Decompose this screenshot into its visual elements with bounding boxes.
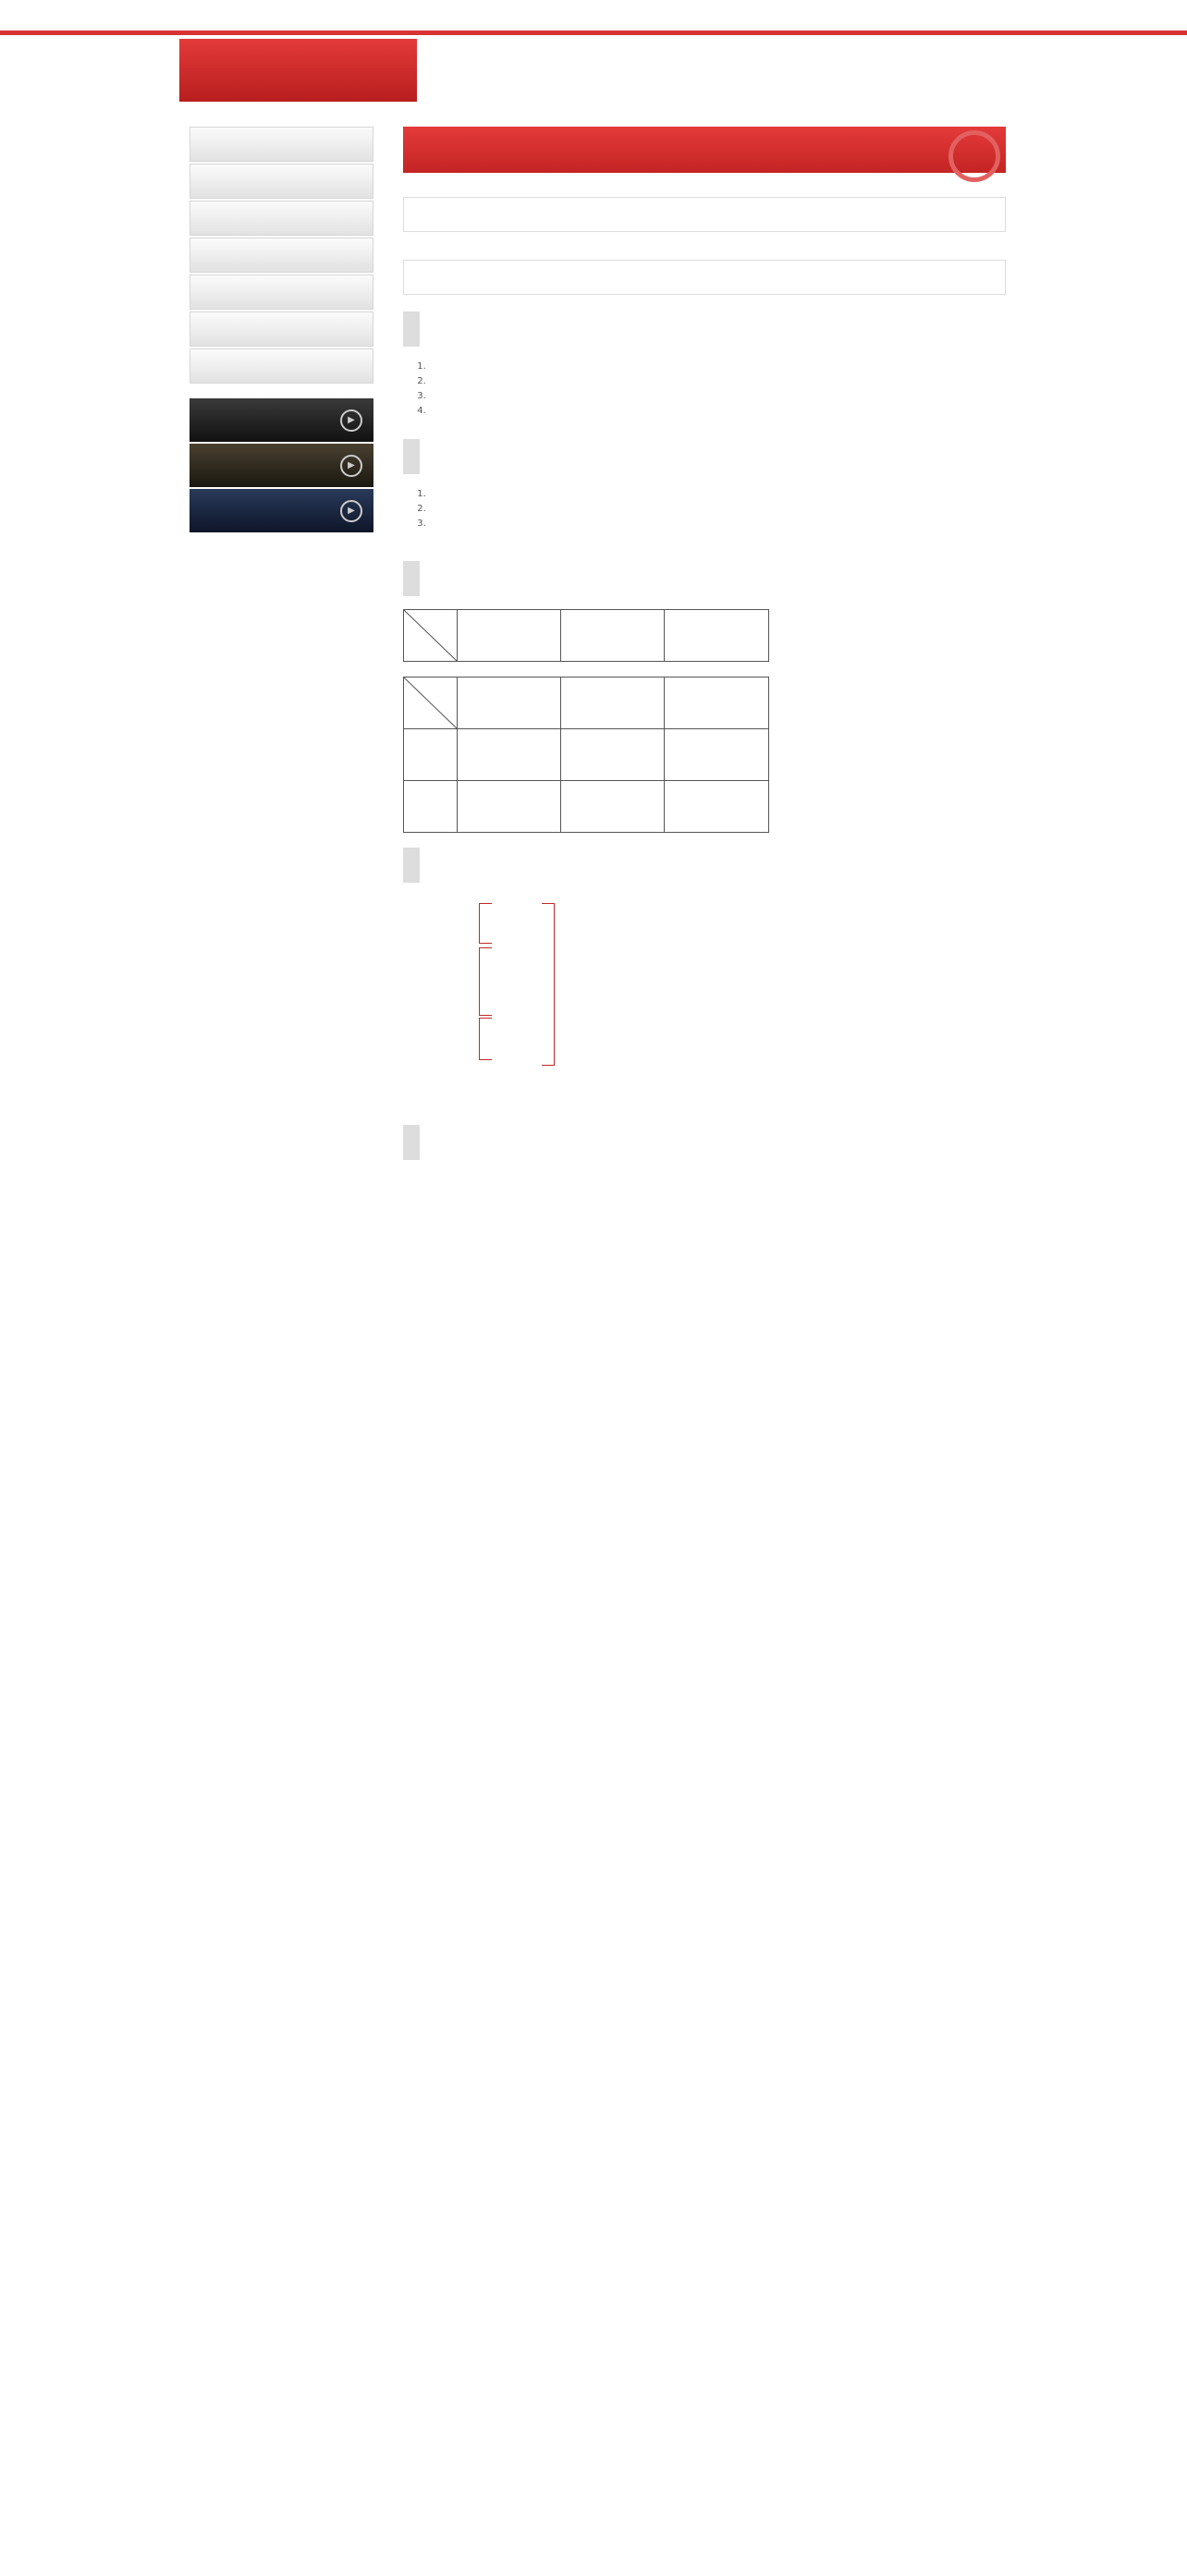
cell-neutral xyxy=(560,781,665,833)
heading-three-rules xyxy=(403,439,1006,474)
list-item xyxy=(429,517,1006,531)
table-corner xyxy=(404,610,458,662)
banner-diary[interactable] xyxy=(190,444,373,487)
list-item xyxy=(429,374,1006,389)
table-corner xyxy=(404,678,458,729)
table-row xyxy=(404,781,769,833)
sidebar xyxy=(190,127,373,545)
site-logo[interactable] xyxy=(179,39,417,102)
heading-innate xyxy=(403,1125,1006,1160)
list-item xyxy=(429,389,1006,404)
conversion-table xyxy=(403,677,769,833)
heading-four-materials xyxy=(403,311,1006,347)
rules-list xyxy=(429,487,1006,531)
nav-top[interactable] xyxy=(190,127,373,162)
heading-fortune xyxy=(403,561,1006,596)
table-row xyxy=(404,729,769,781)
table-header-row xyxy=(404,610,769,662)
col-dislike xyxy=(665,610,769,662)
cell-dislike xyxy=(665,781,769,833)
col-like xyxy=(457,610,560,662)
header xyxy=(0,35,1187,116)
play-icon: ▶ xyxy=(340,500,362,522)
heading-name-judgement xyxy=(403,848,1006,883)
compatibility-table xyxy=(403,609,769,662)
play-icon: ▶ xyxy=(340,409,362,432)
page-title-banner xyxy=(403,127,1006,173)
circle-decoration xyxy=(948,130,1000,182)
table-header-row xyxy=(404,678,769,729)
diagonal-line xyxy=(404,678,458,729)
nav-hitsuki[interactable] xyxy=(190,348,373,384)
main-content xyxy=(403,127,1006,1160)
heading-theory xyxy=(403,260,1006,295)
col-like xyxy=(457,678,560,729)
list-item xyxy=(429,487,1006,502)
nav-numerology[interactable] xyxy=(190,164,373,199)
banner-reading[interactable] xyxy=(190,398,373,442)
banner-table[interactable] xyxy=(190,489,373,532)
col-neutral xyxy=(560,678,665,729)
nav-spiritual[interactable] xyxy=(190,201,373,236)
cell-neutral xyxy=(560,729,665,781)
play-icon: ▶ xyxy=(340,455,362,477)
cell-dislike xyxy=(665,729,769,781)
nav-study[interactable] xyxy=(190,238,373,273)
bracket-ten xyxy=(479,903,492,944)
materials-list xyxy=(429,360,1006,419)
bracket-outer xyxy=(542,903,555,1066)
col-dislike xyxy=(665,678,769,729)
list-item xyxy=(429,404,1006,419)
nav-profile[interactable] xyxy=(190,275,373,310)
diagonal-line xyxy=(404,610,458,662)
list-item xyxy=(429,502,1006,517)
cell-like xyxy=(457,781,560,833)
heading-principle xyxy=(403,197,1006,232)
bracket-main xyxy=(479,947,492,1016)
bracket-earth xyxy=(479,1018,492,1060)
top-bar xyxy=(0,0,1187,35)
list-item xyxy=(429,360,1006,374)
row-head xyxy=(404,729,458,781)
col-neutral xyxy=(560,610,665,662)
cell-like xyxy=(457,729,560,781)
name-diagram xyxy=(403,890,1006,1105)
nav-notice[interactable] xyxy=(190,311,373,347)
row-head xyxy=(404,781,458,833)
